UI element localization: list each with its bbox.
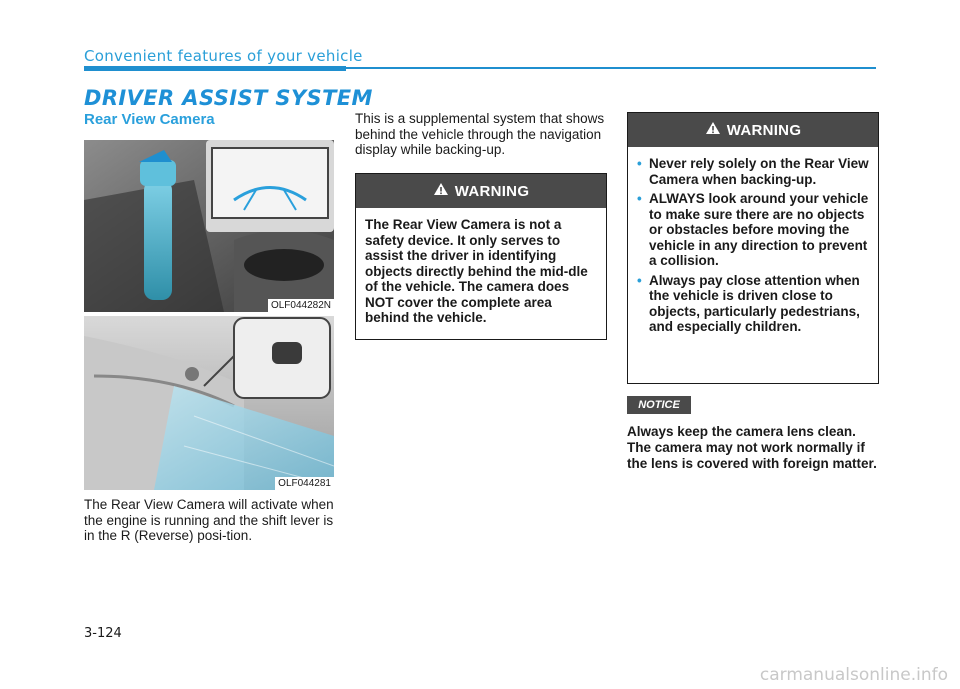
- watermark: carmanualsonline.info: [759, 665, 948, 685]
- warning-list: [637, 156, 869, 335]
- warning-list-body: [628, 147, 878, 347]
- page-number: 3-124: [84, 626, 122, 641]
- warning-list-item: • ALWAYS look around your vehicle to make sure there are no objects or obstacles before moving the vehicle in any direction to prevent a collision.: [637, 191, 869, 268]
- warning-header: [356, 174, 606, 208]
- shift-lever-illustration: [84, 140, 334, 312]
- shift-lever-figure: [84, 140, 334, 312]
- warning-box-1: [355, 173, 607, 340]
- warning-list-item: • Never rely solely on the Rear View Camera when backing-up.: [637, 156, 869, 187]
- figure-label: OLF044282N: [268, 299, 334, 312]
- left-paragraph: The Rear View Camera will activate when the engine is running and the shift lever is in the R (Reverse) posi-tion.: [84, 497, 334, 543]
- warning-title: WARNING: [454, 182, 530, 200]
- sub-title: Rear View Camera: [84, 111, 215, 128]
- warning-box-2: [627, 112, 879, 384]
- header-bar: [84, 66, 346, 71]
- chapter-header: Convenient features of your vehicle: [84, 47, 363, 65]
- bullet-icon: •: [637, 156, 642, 171]
- bullet-icon: •: [637, 272, 642, 288]
- rear-camera-figure: [84, 316, 334, 490]
- figure-label: OLF044281: [275, 477, 334, 490]
- warning-title: WARNING: [726, 121, 802, 139]
- warning-list-item: • Always pay close attention when the vehicle is driven close to objects, particularly pedestrians, and especially children.: [637, 272, 860, 334]
- bullet-icon: •: [637, 191, 642, 206]
- section-title: DRIVER ASSIST SYSTEM: [84, 86, 373, 110]
- rear-camera-illustration: [84, 316, 334, 490]
- warning-triangle-icon: [705, 121, 721, 139]
- notice-text: Always keep the camera lens clean. The camera may not work normally if the lens is covered with foreign matter.: [627, 424, 877, 471]
- mid-paragraph: This is a supplemental system that shows behind the vehicle through the navigation display while backing-up.: [355, 111, 605, 157]
- warning-text: The Rear View Camera is not a safety device. It only serves to assist the driver in identifying objects directly behind the mid-dle of the vehicle. The camera does NOT cover the complete area behind the vehicle.: [365, 217, 588, 325]
- warning-header: [628, 113, 878, 147]
- notice-badge: NOTICE: [627, 396, 691, 414]
- warning-triangle-icon: [433, 182, 449, 200]
- header-rule: [346, 67, 876, 69]
